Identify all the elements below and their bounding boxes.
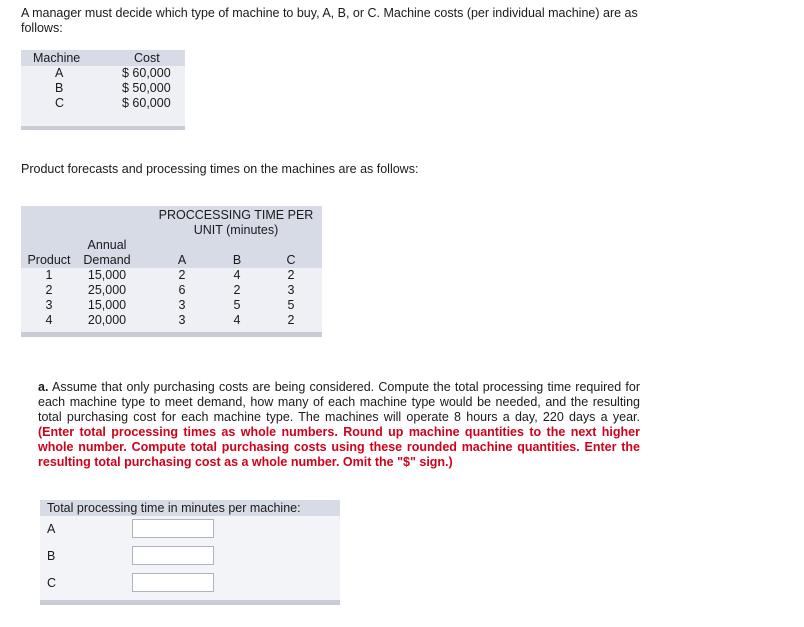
col-header-a: A xyxy=(177,253,187,267)
machine-cost-table xyxy=(21,50,185,130)
answer-label-a: A xyxy=(47,522,56,536)
demand-value: 25,000 xyxy=(87,283,127,297)
table-footer-rule xyxy=(21,332,322,337)
demand-label: Demand xyxy=(83,253,131,267)
time-a: 3 xyxy=(178,313,186,327)
question-prefix: a. xyxy=(38,380,49,394)
processing-time-a-input[interactable] xyxy=(132,519,214,538)
product-id: 3 xyxy=(45,298,53,312)
processing-time-b-input[interactable] xyxy=(132,546,214,565)
forecast-table-header xyxy=(21,206,322,268)
col-header-c: C xyxy=(286,253,296,267)
group-header-line1: PROCCESSING TIME PER xyxy=(158,208,314,222)
machine-cost: $ 60,000 xyxy=(122,66,171,80)
machine-table-body xyxy=(21,66,185,126)
answer-table-body xyxy=(40,516,340,600)
annual-label: Annual xyxy=(87,238,127,252)
answer-label-c: C xyxy=(47,576,57,590)
product-id: 2 xyxy=(45,283,53,297)
table-footer-rule xyxy=(40,600,340,605)
time-b: 4 xyxy=(233,268,241,282)
col-header-machine: Machine xyxy=(33,51,81,65)
machine-cost: $ 50,000 xyxy=(122,81,171,95)
group-header-line2: UNIT (minutes) xyxy=(193,223,279,237)
time-a: 6 xyxy=(178,283,186,297)
col-header-b: B xyxy=(232,253,242,267)
time-a: 3 xyxy=(178,298,186,312)
product-id: 1 xyxy=(45,268,53,282)
processing-time-c-input[interactable] xyxy=(132,573,214,592)
time-c: 2 xyxy=(287,313,295,327)
time-c: 3 xyxy=(287,283,295,297)
question-text xyxy=(38,380,640,470)
answer-table-header: Total processing time in minutes per machine: xyxy=(40,500,340,516)
time-b: 2 xyxy=(233,283,241,297)
table-footer-rule xyxy=(21,126,185,130)
time-b: 4 xyxy=(233,313,241,327)
time-c: 5 xyxy=(287,298,295,312)
machine-name: C xyxy=(55,96,65,110)
machine-cost: $ 60,000 xyxy=(122,96,171,110)
time-c: 2 xyxy=(287,268,295,282)
col-header-cost: Cost xyxy=(134,51,160,65)
machine-name: A xyxy=(55,66,64,80)
intro-text: A manager must decide which type of machine to buy, A, B, or C. Machine costs (per individual machine) are as follows: xyxy=(21,6,638,35)
forecast-table xyxy=(21,206,322,337)
forecast-intro-text: Product forecasts and processing times on the machines are as follows: xyxy=(21,162,419,176)
product-id: 4 xyxy=(45,313,53,327)
demand-value: 20,000 xyxy=(87,313,127,327)
demand-value: 15,000 xyxy=(87,298,127,312)
question-instruction: (Enter total processing times as whole numbers. Round up machine quantities to the next higher whole number. Compute total purchasing costs using these rounded machine quantities. Enter the resulting total purchasing cost as a whole number. Omit the "$" sign.) xyxy=(38,425,640,469)
machine-table-header xyxy=(21,50,185,66)
time-b: 5 xyxy=(233,298,241,312)
time-a: 2 xyxy=(178,268,186,282)
answer-label-b: B xyxy=(47,549,56,563)
machine-name: B xyxy=(55,81,64,95)
answer-table xyxy=(40,500,340,605)
question-body: Assume that only purchasing costs are being considered. Compute the total processing time required for each machine type to meet demand, how many of each machine type would be needed, and the resulting total purchasing cost for each machine type. The machines will operate 8 hours a day, 220 days a year. xyxy=(38,380,640,424)
forecast-table-body xyxy=(21,268,322,332)
product-label: Product xyxy=(27,253,71,267)
demand-value: 15,000 xyxy=(87,268,127,282)
